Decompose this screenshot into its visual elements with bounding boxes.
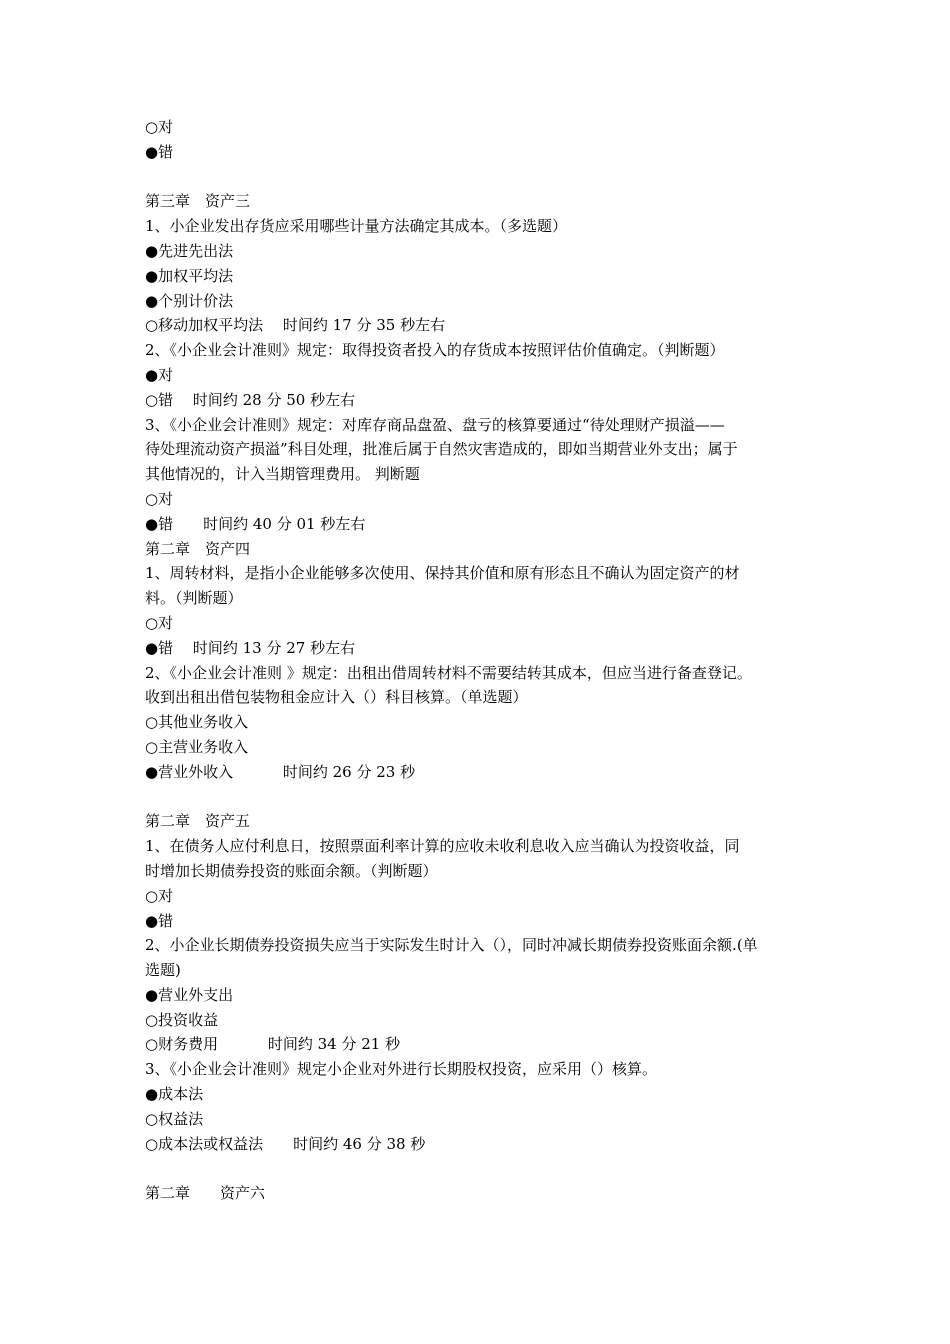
- text-line: 时增加长期债券投资的账面余额。（判断题）: [145, 861, 438, 880]
- text-line: ●成本法: [145, 1085, 204, 1104]
- text-line: ○权益法: [145, 1109, 204, 1128]
- text-line: 待处理流动资产损溢”科目处理，批准后属于自然灾害造成的，即如当期营业外支出；属于: [145, 440, 738, 459]
- blank-line: [145, 1156, 810, 1181]
- text-line: ●对: [145, 365, 174, 384]
- text-line: ●错: [145, 142, 174, 161]
- text-line: ●错 时间约 40 分 01 秒左右: [145, 514, 366, 533]
- text-line: 2、《小企业会计准则》规定：取得投资者投入的存货成本按照评估价值确定。（判断题）: [145, 341, 725, 360]
- text-line: 2、小企业长期债券投资损失应当于实际发生时计入（），同时冲减长期债券投资账面余额.(单: [145, 936, 758, 955]
- text-line: 其他情况的，计入当期管理费用。 判断题: [145, 465, 420, 484]
- text-line: ●先进先出法: [145, 241, 234, 260]
- text-line: ●错: [145, 911, 174, 930]
- text-line: ●加权平均法: [145, 266, 234, 285]
- text-line: ●营业外支出: [145, 985, 234, 1004]
- text-line: 第二章 资产五: [145, 812, 251, 831]
- text-line: 第三章 资产三: [145, 192, 251, 211]
- text-line: ○财务费用 时间约 34 分 21 秒: [145, 1035, 401, 1054]
- text-line: 3、《小企业会计准则》规定小企业对外进行长期股权投资，应采用（）核算。: [145, 1060, 658, 1079]
- text-line: ○其他业务收入: [145, 713, 249, 732]
- text-line: ○对: [145, 613, 174, 632]
- text-line: 1、在债务人应付利息日，按照票面利率计算的应收未收利息收入应当确认为投资收益，同: [145, 837, 740, 856]
- text-line: ○对: [145, 118, 174, 136]
- text-line: 收到出租出借包装物租金应计入（）科目核算。（单选题）: [145, 688, 528, 707]
- text-line: ○错 时间约 28 分 50 秒左右: [145, 390, 356, 409]
- text-line: ○对: [145, 489, 174, 508]
- text-line: ●错 时间约 13 分 27 秒左右: [145, 638, 356, 657]
- text-line: ●营业外收入 时间约 26 分 23 秒: [145, 762, 416, 781]
- text-line: 第二章 资产六: [145, 1184, 266, 1203]
- text-line: 2、《小企业会计准则 》规定：出租出借周转材料不需要结转其成本，但应当进行备查登记。: [145, 663, 752, 682]
- text-line: ○移动加权平均法 时间约 17 分 35 秒左右: [145, 316, 446, 335]
- text-line: 料。（判断题）: [145, 589, 243, 608]
- text-line: 1、小企业发出存货应采用哪些计量方法确定其成本。（多选题）: [145, 217, 568, 236]
- text-line: ○主营业务收入: [145, 737, 249, 756]
- text-line: 1、周转材料，是指小企业能够多次使用、保持其价值和原有形态且不确认为固定资产的材: [145, 564, 740, 583]
- blank-line: [145, 165, 810, 190]
- text-line: ○成本法或权益法 时间约 46 分 38 秒: [145, 1134, 426, 1153]
- blank-line: [145, 785, 810, 810]
- text-line: 选题): [145, 961, 181, 980]
- document-body: [145, 115, 810, 1206]
- text-line: 3、《小企业会计准则》规定：对库存商品盘盈、盘亏的核算要通过“待处理财产损溢——: [145, 415, 725, 434]
- text-line: ○投资收益: [145, 1010, 219, 1029]
- text-line: 第二章 资产四: [145, 539, 251, 558]
- text-line: ○对: [145, 886, 174, 905]
- text-line: ●个别计价法: [145, 291, 234, 310]
